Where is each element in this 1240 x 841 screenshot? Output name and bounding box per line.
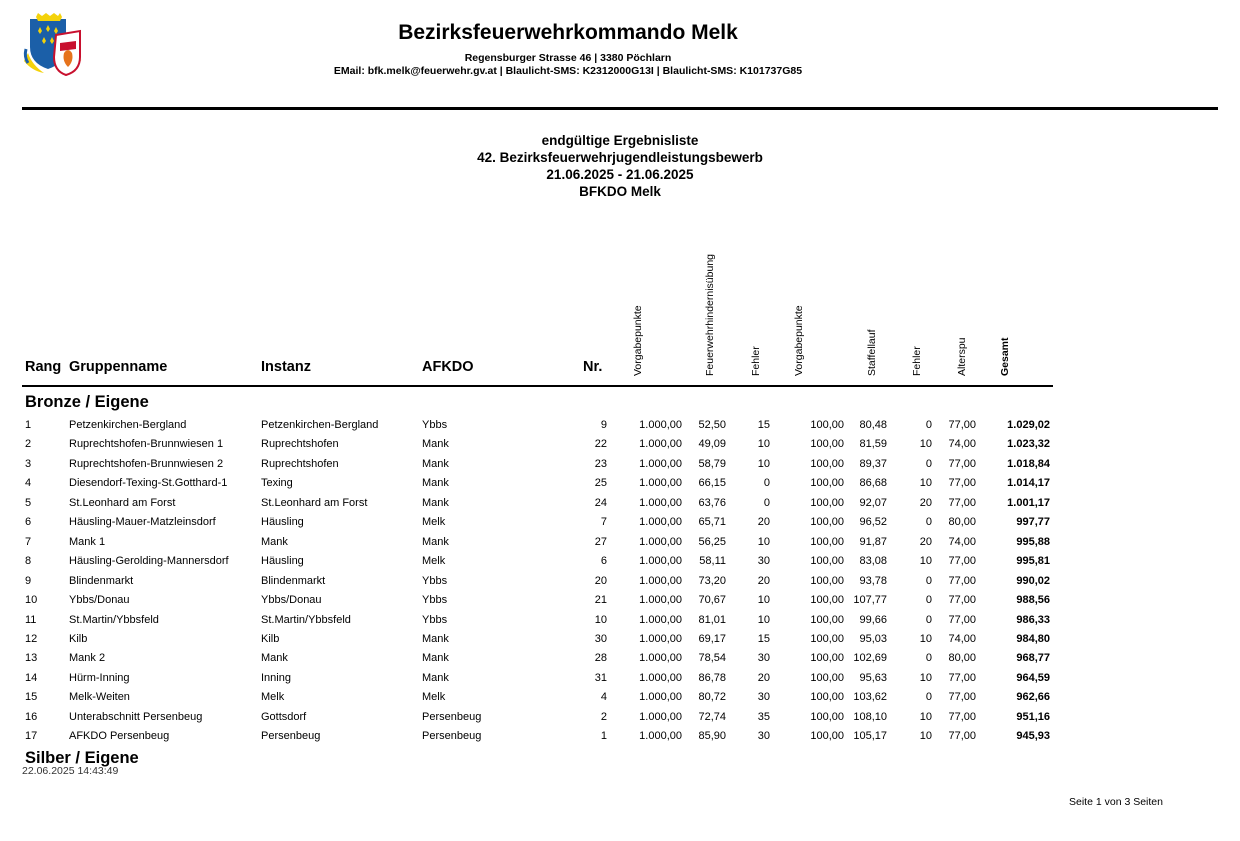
cell-ges: 986,33 — [1016, 613, 1050, 626]
col-gruppenname: Gruppenname — [69, 359, 168, 375]
cell-ap: 77,00 — [948, 496, 976, 509]
cell-f1: 30 — [757, 691, 770, 704]
cell-ap: 77,00 — [948, 613, 976, 626]
cell-instanz: Häusling — [261, 516, 304, 529]
cell-ap: 77,00 — [948, 555, 976, 568]
cell-f1: 20 — [757, 671, 770, 684]
cell-name: Mank 1 — [69, 535, 106, 548]
table-row — [0, 669, 1240, 688]
cell-nr: 27 — [594, 535, 607, 548]
cell-sl: 83,08 — [859, 555, 887, 568]
cell-vp2: 100,00 — [810, 632, 844, 645]
cell-f2: 0 — [925, 613, 932, 626]
cell-rang: 14 — [25, 671, 38, 684]
cell-instanz: Ruprechtshofen — [261, 438, 339, 451]
cell-f1: 30 — [757, 555, 770, 568]
cell-name: Kilb — [69, 632, 88, 645]
cell-afkdo: Ybbs — [422, 574, 448, 587]
cell-rang: 3 — [25, 457, 32, 470]
org-address: Regensburger Strasse 46 | 3380 Pöchlarn — [464, 52, 672, 64]
cell-rang: 16 — [25, 710, 38, 723]
cell-vp2: 100,00 — [810, 477, 844, 490]
cell-f1: 20 — [757, 574, 770, 587]
cell-vp2: 100,00 — [810, 710, 844, 723]
table-row — [0, 494, 1240, 513]
cell-afkdo: Mank — [422, 652, 449, 665]
cell-sl: 107,77 — [853, 594, 887, 607]
cell-rang: 9 — [25, 574, 32, 587]
cell-vp1: 1.000,00 — [639, 535, 682, 548]
cell-rang: 17 — [25, 730, 38, 743]
cell-instanz: Inning — [261, 671, 291, 684]
cell-ges: 945,93 — [1016, 730, 1050, 743]
cell-vp1: 1.000,00 — [639, 438, 682, 451]
cell-afkdo: Mank — [422, 477, 449, 490]
cell-vp1: 1.000,00 — [639, 574, 682, 587]
cell-nr: 24 — [594, 496, 607, 509]
cell-name: Hürm-Inning — [69, 671, 130, 684]
cell-ap: 80,00 — [948, 516, 976, 529]
table-row — [0, 455, 1240, 474]
table-row — [0, 416, 1240, 435]
cell-ges: 995,81 — [1016, 555, 1050, 568]
cell-f1: 15 — [757, 419, 770, 431]
cell-sl: 81,59 — [859, 438, 887, 451]
cell-fhu: 80,72 — [698, 691, 726, 704]
cell-nr: 10 — [594, 613, 607, 626]
table-row — [0, 513, 1240, 532]
cell-f1: 10 — [757, 438, 770, 451]
cell-ap: 77,00 — [948, 457, 976, 470]
col-fehler-1: Fehler — [750, 346, 762, 376]
cell-f2: 10 — [919, 730, 932, 743]
section-silber-title: Silber / Eigene — [25, 749, 139, 767]
cell-f2: 20 — [919, 535, 932, 548]
cell-nr: 4 — [600, 691, 607, 704]
cell-rang: 6 — [25, 516, 32, 529]
cell-vp1: 1.000,00 — [639, 496, 682, 509]
cell-instanz: Blindenmarkt — [261, 574, 326, 587]
cell-afkdo: Ybbs — [422, 594, 448, 607]
cell-nr: 6 — [600, 555, 607, 568]
cell-fhu: 69,17 — [698, 632, 726, 645]
cell-ges: 984,80 — [1016, 632, 1050, 645]
cell-name: St.Leonhard am Forst — [69, 496, 176, 509]
cell-vp1: 1.000,00 — [639, 516, 682, 529]
cell-instanz: Gottsdorf — [261, 710, 307, 723]
cell-instanz: St.Martin/Ybbsfeld — [261, 613, 351, 626]
table-row — [0, 474, 1240, 493]
cell-vp2: 100,00 — [810, 535, 844, 548]
cell-ges: 1.001,17 — [1007, 496, 1050, 509]
cell-f1: 30 — [757, 730, 770, 743]
col-afkdo: AFKDO — [422, 359, 474, 375]
cell-nr: 31 — [594, 671, 607, 684]
cell-name: Ruprechtshofen-Brunnwiesen 1 — [69, 438, 224, 451]
cell-name: Ruprechtshofen-Brunnwiesen 2 — [69, 457, 224, 470]
cell-vp2: 100,00 — [810, 457, 844, 470]
cell-ap: 77,00 — [948, 574, 976, 587]
section-bronze-title: Bronze / Eigene — [25, 393, 149, 411]
cell-rang: 11 — [25, 613, 37, 626]
cell-f2: 0 — [925, 691, 932, 704]
cell-sl: 89,37 — [859, 457, 887, 470]
cell-name: Blindenmarkt — [69, 574, 134, 587]
cell-ges: 951,16 — [1016, 710, 1050, 723]
cell-vp1: 1.000,00 — [639, 710, 682, 723]
cell-vp2: 100,00 — [810, 438, 844, 451]
cell-sl: 95,03 — [859, 632, 887, 645]
cell-sl: 99,66 — [859, 613, 887, 626]
cell-vp1: 1.000,00 — [639, 730, 682, 743]
cell-f1: 20 — [757, 516, 770, 529]
cell-vp1: 1.000,00 — [639, 457, 682, 470]
col-rang: Rang — [25, 359, 62, 375]
cell-f1: 15 — [757, 632, 770, 645]
cell-ap: 77,00 — [948, 671, 976, 684]
cell-ges: 988,56 — [1016, 594, 1050, 607]
cell-sl: 80,48 — [859, 419, 887, 431]
cell-sl: 91,87 — [859, 535, 887, 548]
cell-instanz: Ruprechtshofen — [261, 457, 339, 470]
cell-name: St.Martin/Ybbsfeld — [69, 613, 159, 626]
cell-vp1: 1.000,00 — [639, 691, 682, 704]
cell-f1: 30 — [757, 652, 770, 665]
cell-name: Ybbs/Donau — [69, 594, 130, 607]
header-divider — [22, 107, 1218, 110]
cell-instanz: Texing — [261, 477, 293, 490]
cell-fhu: 56,25 — [698, 535, 726, 548]
cell-vp1: 1.000,00 — [639, 419, 682, 431]
cell-rang: 13 — [25, 652, 38, 665]
cell-fhu: 86,78 — [698, 671, 726, 684]
cell-vp2: 100,00 — [810, 496, 844, 509]
cell-sl: 93,78 — [859, 574, 887, 587]
col-fehler-2: Fehler — [911, 346, 923, 376]
cell-ap: 74,00 — [948, 535, 976, 548]
cell-vp2: 100,00 — [810, 652, 844, 665]
col-vorgabepunkte-1: Vorgabepunkte — [632, 305, 644, 376]
cell-rang: 10 — [25, 594, 38, 607]
cell-rang: 15 — [25, 691, 38, 704]
cell-nr: 25 — [594, 477, 607, 490]
cell-f1: 10 — [757, 535, 770, 548]
table-header-divider — [22, 385, 1053, 387]
cell-vp1: 1.000,00 — [639, 594, 682, 607]
cell-vp2: 100,00 — [810, 419, 844, 431]
cell-fhu: 70,67 — [698, 594, 726, 607]
cell-rang: 12 — [25, 632, 38, 645]
cell-instanz: Persenbeug — [261, 730, 321, 743]
cell-f2: 10 — [919, 477, 932, 490]
cell-afkdo: Melk — [422, 516, 446, 529]
cell-fhu: 58,79 — [698, 457, 726, 470]
cell-fhu: 49,09 — [698, 438, 726, 451]
col-gesamt: Gesamt — [999, 337, 1011, 376]
table-row — [0, 649, 1240, 668]
cell-ap: 80,00 — [948, 652, 976, 665]
cell-f1: 0 — [763, 477, 770, 490]
cell-nr: 30 — [594, 632, 607, 645]
cell-ges: 1.018,84 — [1007, 457, 1050, 470]
cell-f2: 0 — [925, 516, 932, 529]
cell-f2: 0 — [925, 594, 932, 607]
cell-instanz: St.Leonhard am Forst — [261, 496, 368, 509]
cell-f2: 10 — [919, 632, 932, 645]
cell-instanz: Melk — [261, 691, 285, 704]
col-alterspunkte: Alterspu — [956, 337, 968, 376]
cell-vp2: 100,00 — [810, 574, 844, 587]
cell-fhu: 65,71 — [698, 516, 726, 529]
cell-vp1: 1.000,00 — [639, 652, 682, 665]
cell-fhu: 63,76 — [698, 496, 726, 509]
cell-afkdo: Melk — [422, 555, 446, 568]
cell-ap: 77,00 — [948, 419, 976, 431]
cell-afkdo: Persenbeug — [422, 710, 482, 723]
cell-sl: 105,17 — [853, 730, 887, 743]
cell-vp2: 100,00 — [810, 691, 844, 704]
coat-of-arms-logo — [22, 13, 84, 77]
col-instanz: Instanz — [261, 359, 311, 375]
cell-f2: 10 — [919, 555, 932, 568]
cell-fhu: 58,11 — [699, 555, 726, 568]
cell-f2: 10 — [919, 710, 932, 723]
cell-fhu: 73,20 — [698, 574, 726, 587]
cell-sl: 108,10 — [853, 710, 887, 723]
cell-f1: 10 — [757, 594, 770, 607]
cell-nr: 21 — [594, 594, 607, 607]
cell-instanz: Kilb — [261, 632, 280, 645]
cell-sl: 102,69 — [853, 652, 887, 665]
cell-f1: 35 — [757, 710, 770, 723]
cell-ap: 77,00 — [948, 710, 976, 723]
cell-vp2: 100,00 — [810, 730, 844, 743]
cell-ges: 995,88 — [1016, 535, 1050, 548]
cell-nr: 28 — [594, 652, 607, 665]
cell-rang: 7 — [25, 535, 32, 548]
cell-f1: 10 — [757, 457, 770, 470]
table-row — [0, 708, 1240, 727]
cell-fhu: 66,15 — [698, 477, 726, 490]
cell-name: Petzenkirchen-Bergland — [69, 419, 187, 431]
cell-name: AFKDO Persenbeug — [69, 730, 170, 743]
table-row — [0, 435, 1240, 454]
competition-title: 42. Bezirksfeuerwehrjugendleistungsbewerb — [477, 150, 763, 165]
cell-afkdo: Mank — [422, 457, 449, 470]
competition-organizer: BFKDO Melk — [579, 184, 661, 199]
cell-f2: 0 — [925, 652, 932, 665]
competition-date: 21.06.2025 - 21.06.2025 — [546, 167, 694, 182]
cell-ap: 77,00 — [948, 691, 976, 704]
col-feuerwehrhindernisuebung: Feuerwehrhindernisübung — [704, 254, 716, 376]
cell-vp1: 1.000,00 — [639, 632, 682, 645]
table-row — [0, 688, 1240, 707]
cell-nr: 22 — [594, 438, 607, 451]
cell-fhu: 52,50 — [698, 419, 726, 431]
col-nr: Nr. — [583, 359, 603, 375]
cell-vp1: 1.000,00 — [639, 477, 682, 490]
cell-ap: 74,00 — [948, 438, 976, 451]
cell-ap: 74,00 — [948, 632, 976, 645]
cell-instanz: Ybbs/Donau — [261, 594, 322, 607]
cell-afkdo: Mank — [422, 496, 449, 509]
cell-ges: 1.029,02 — [1007, 419, 1050, 431]
cell-vp2: 100,00 — [810, 516, 844, 529]
cell-rang: 1 — [25, 419, 32, 431]
table-row — [0, 611, 1240, 630]
cell-instanz: Petzenkirchen-Bergland — [261, 419, 379, 431]
page-indicator: Seite 1 von 3 Seiten — [1069, 796, 1163, 808]
cell-fhu: 78,54 — [698, 652, 726, 665]
cell-nr: 7 — [600, 516, 607, 529]
table-row — [0, 572, 1240, 591]
table-row — [0, 533, 1240, 552]
cell-rang: 8 — [25, 555, 32, 568]
cell-name: Unterabschnitt Persenbeug — [69, 710, 203, 723]
cell-nr: 20 — [594, 574, 607, 587]
cell-name: Mank 2 — [69, 652, 106, 665]
org-title: Bezirksfeuerwehrkommando Melk — [398, 21, 738, 44]
cell-rang: 5 — [25, 496, 32, 509]
cell-sl: 103,62 — [853, 691, 887, 704]
cell-afkdo: Mank — [422, 671, 449, 684]
cell-ap: 77,00 — [948, 477, 976, 490]
cell-fhu: 81,01 — [698, 613, 726, 626]
cell-nr: 9 — [600, 419, 607, 431]
cell-ges: 964,59 — [1016, 671, 1050, 684]
cell-name: Diesendorf-Texing-St.Gotthard-1 — [69, 477, 228, 490]
cell-f1: 0 — [763, 496, 770, 509]
org-contact: EMail: bfk.melk@feuerwehr.gv.at | Blaulicht-SMS: K2312000G13I | Blaulicht-SMS: K101737G85 — [333, 65, 803, 77]
cell-instanz: Mank — [261, 652, 288, 665]
cell-instanz: Häusling — [261, 555, 304, 568]
cell-f1: 10 — [757, 613, 770, 626]
table-row — [0, 591, 1240, 610]
cell-name: Häusling-Gerolding-Mannersdorf — [69, 555, 229, 568]
table-row — [0, 552, 1240, 571]
report-type: endgültige Ergebnisliste — [541, 133, 699, 148]
cell-vp2: 100,00 — [810, 613, 844, 626]
cell-instanz: Mank — [261, 535, 288, 548]
cell-fhu: 72,74 — [698, 710, 726, 723]
cell-sl: 95,63 — [859, 671, 887, 684]
cell-ges: 1.023,32 — [1007, 438, 1050, 451]
cell-ges: 962,66 — [1016, 691, 1050, 704]
cell-sl: 86,68 — [859, 477, 887, 490]
cell-ges: 997,77 — [1016, 516, 1050, 529]
cell-afkdo: Mank — [422, 632, 449, 645]
cell-afkdo: Ybbs — [422, 419, 448, 431]
cell-f2: 20 — [919, 496, 932, 509]
cell-nr: 2 — [600, 710, 607, 723]
cell-ges: 1.014,17 — [1007, 477, 1050, 490]
cell-vp2: 100,00 — [810, 594, 844, 607]
cell-ges: 990,02 — [1016, 574, 1050, 587]
cell-afkdo: Melk — [422, 691, 446, 704]
cell-sl: 92,07 — [859, 496, 887, 509]
table-row — [0, 727, 1240, 746]
table-row — [0, 630, 1240, 649]
cell-vp2: 100,00 — [810, 555, 844, 568]
cell-vp1: 1.000,00 — [639, 671, 682, 684]
cell-afkdo: Mank — [422, 535, 449, 548]
cell-afkdo: Ybbs — [422, 613, 448, 626]
col-staffellauf: Staffellauf — [866, 329, 878, 376]
cell-name: Häusling-Mauer-Matzleinsdorf — [69, 516, 216, 529]
cell-rang: 2 — [25, 438, 32, 451]
cell-rang: 4 — [25, 477, 32, 490]
cell-ges: 968,77 — [1016, 652, 1050, 665]
print-timestamp: 22.06.2025 14:43:49 — [22, 765, 119, 777]
cell-nr: 1 — [600, 730, 607, 743]
cell-f2: 0 — [925, 457, 932, 470]
cell-vp1: 1.000,00 — [639, 613, 682, 626]
cell-vp1: 1.000,00 — [639, 555, 682, 568]
cell-vp2: 100,00 — [810, 671, 844, 684]
col-vorgabepunkte-2: Vorgabepunkte — [793, 305, 805, 376]
cell-fhu: 85,90 — [698, 730, 726, 743]
cell-f2: 0 — [925, 419, 932, 431]
cell-name: Melk-Weiten — [69, 691, 130, 704]
cell-afkdo: Persenbeug — [422, 730, 482, 743]
cell-ap: 77,00 — [948, 730, 976, 743]
cell-f2: 10 — [919, 438, 932, 451]
cell-f2: 10 — [919, 671, 932, 684]
cell-afkdo: Mank — [422, 438, 449, 451]
cell-f2: 0 — [925, 574, 932, 587]
cell-ap: 77,00 — [948, 594, 976, 607]
cell-sl: 96,52 — [859, 516, 887, 529]
cell-nr: 23 — [594, 457, 607, 470]
